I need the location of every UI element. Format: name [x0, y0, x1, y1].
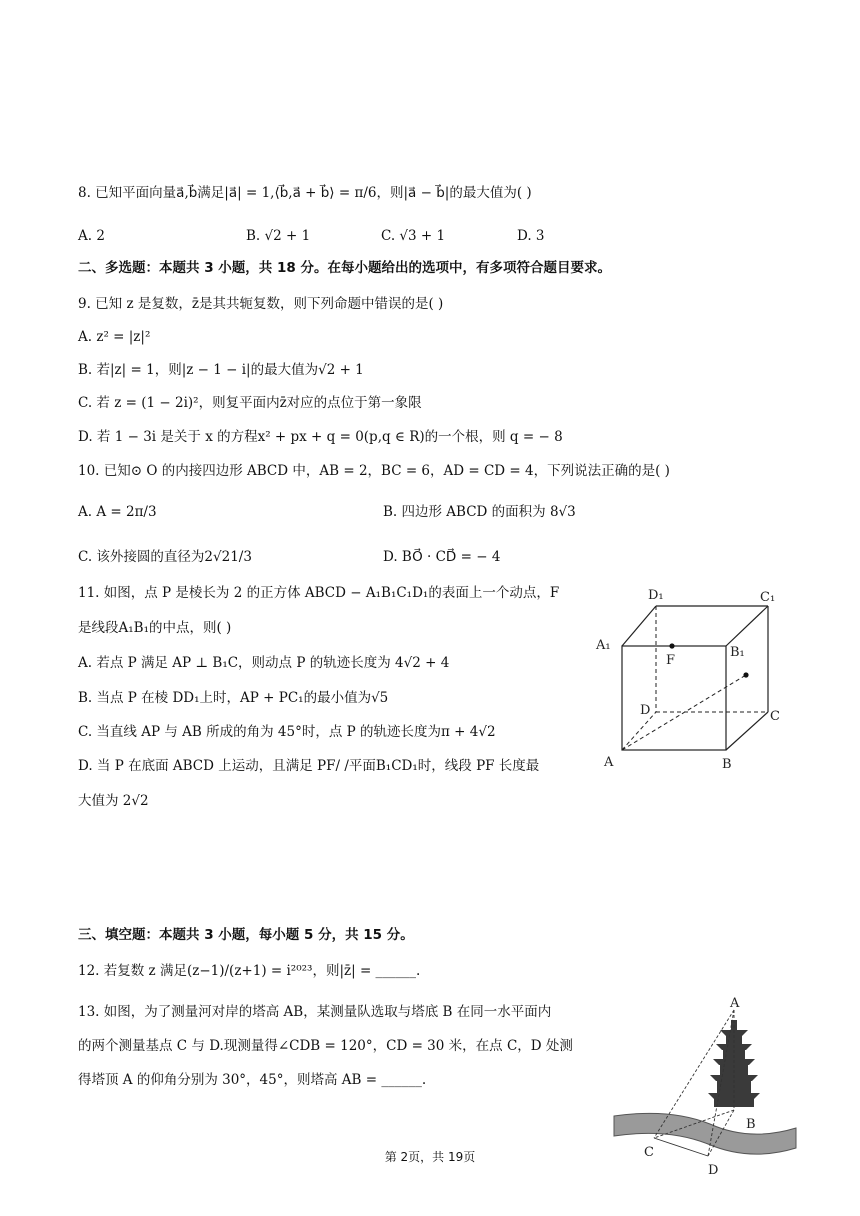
section3-heading: 三、填空题：本题共 3 小题，每小题 5 分，共 15 分。: [78, 927, 414, 943]
label-c1: C₁: [760, 590, 776, 605]
q8-stem: 8. 已知平面向量a⃗,b⃗满足|a⃗| = 1,⟨b⃗,a⃗ + b⃗⟩ = π/6，则|a⃗ − b⃗|的最大值为( ): [78, 185, 532, 201]
q10-option-c: C. 该外接圆的直径为2√21/3: [78, 549, 252, 565]
q13-line1: 13. 如图，为了测量河对岸的塔高 AB，某测量队选取与塔底 B 在同一水平面内: [78, 1004, 552, 1020]
q11-option-b: B. 当点 P 在棱 DD₁上时，AP + PC₁的最小值为√5: [78, 690, 389, 706]
label-tower-c: C: [644, 1145, 654, 1160]
q9-option-c: C. 若 z = (1 − 2i)²，则复平面内z̄对应的点位于第一象限: [78, 395, 422, 411]
q8-option-c: C. √3 + 1: [381, 228, 446, 244]
q11-stem-line1: 11. 如图，点 P 是棱长为 2 的正方体 ABCD − A₁B₁C₁D₁的表面上一个动点，F: [78, 585, 560, 601]
point-p: [743, 672, 748, 677]
q13-line2: 的两个测量基点 C 与 D.现测量得∠CDB = 120°，CD = 30 米，在点 C，D 处测: [78, 1038, 573, 1054]
q8-option-b: B. √2 + 1: [246, 228, 311, 244]
q11-option-c: C. 当直线 AP 与 AB 所成的角为 45°时，点 P 的轨迹长度为π + 4√2: [78, 724, 496, 740]
label-d1: D₁: [648, 588, 664, 603]
label-b1: B₁: [730, 645, 745, 660]
label-d: D: [640, 703, 651, 718]
q11-option-a: A. 若点 P 满足 AP ⊥ B₁C，则动点 P 的轨迹长度为 4√2 + 4: [78, 655, 450, 671]
q9-option-d: D. 若 1 − 3i 是关于 x 的方程x² + px + q = 0(p,q ∈ R)的一个根，则 q = − 8: [78, 429, 563, 445]
label-a1: A₁: [596, 638, 611, 653]
label-tower-a: A: [730, 996, 740, 1011]
tower: [708, 1020, 760, 1107]
label-a: A: [604, 755, 614, 770]
q12-stem: 12. 若复数 z 满足(z−1)/(z+1) = i²⁰²³，则|z̄| = ______.: [78, 963, 421, 979]
label-c: C: [770, 709, 780, 724]
q13-line3: 得塔顶 A 的仰角分别为 30°，45°，则塔高 AB = ______.: [78, 1072, 427, 1088]
q11-stem-line2: 是线段A₁B₁的中点，则( ): [78, 620, 232, 636]
q9-stem: 9. 已知 z 是复数，z̄是其共轭复数，则下列命题中错误的是( ): [78, 296, 444, 312]
q11-option-d-continued: 大值为 2√2: [78, 793, 149, 809]
q8-option-d: D. 3: [517, 228, 545, 244]
q8-option-a: A. 2: [78, 228, 105, 244]
page-footer: 第 2页，共 19页: [384, 1150, 476, 1164]
label-tower-d: D: [708, 1163, 719, 1178]
q10-option-a: A. A = 2π/3: [78, 504, 157, 520]
cube-figure: [592, 582, 792, 777]
section2-heading: 二、多选题：本题共 3 小题，共 18 分。在每小题给出的选项中，有多项符合题目要求。: [78, 260, 611, 276]
q10-option-b: B. 四边形 ABCD 的面积为 8√3: [383, 504, 576, 520]
label-f: F: [666, 653, 676, 668]
label-tower-b: B: [746, 1117, 756, 1132]
q10-stem: 10. 已知⊙ O 的内接四边形 ABCD 中，AB = 2，BC = 6，AD = CD = 4，下列说法正确的是( ): [78, 463, 670, 479]
q11-option-d: D. 当 P 在底面 ABCD 上运动，且满足 PF/ /平面B₁CD₁时，线段 PF 长度最: [78, 758, 540, 774]
q10-option-d: D. BO⃗ · CD⃗ = − 4: [383, 549, 501, 565]
point-f: [669, 643, 674, 648]
q9-option-b: B. 若|z| = 1，则|z − 1 − i|的最大值为√2 + 1: [78, 362, 364, 378]
q9-option-a: A. z² = |z|²: [78, 329, 151, 345]
label-b: B: [722, 757, 732, 772]
